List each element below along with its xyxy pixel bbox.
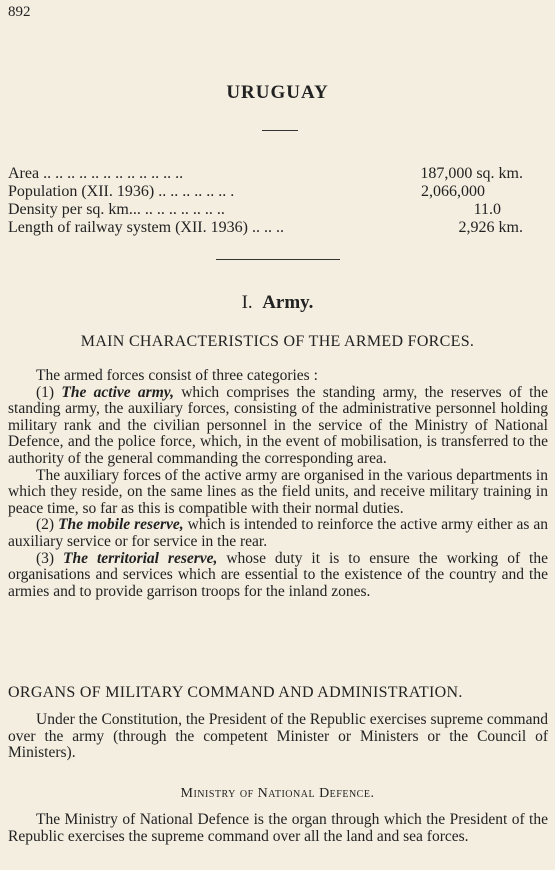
item-number: (3) (36, 549, 64, 567)
stat-row-density (8, 201, 523, 219)
subheading-organs: ORGANS OF MILITARY COMMAND AND ADMINISTRATION. (8, 684, 463, 701)
page-number: 892 (8, 4, 31, 20)
section-number: I. (241, 292, 253, 313)
stat-row-area (8, 165, 523, 183)
section-rule (216, 259, 340, 260)
item-term: The mobile reserve, (58, 516, 184, 534)
stat-label: Population (XII. 1936) .. .. .. .. .. .. . (8, 183, 235, 200)
stat-value: 2,926 km. (458, 219, 523, 236)
stat-label: Area .. .. .. .. .. .. .. .. .. .. .. .. (8, 165, 184, 182)
paragraph-intro: The armed forces consist of three categories : (36, 367, 318, 384)
stat-label: Density per sq. km... .. .. .. .. .. .. .. (8, 201, 225, 218)
paragraph-territorial-reserve (8, 551, 548, 601)
country-title: URUGUAY (226, 82, 329, 103)
organs-text (8, 712, 548, 762)
item-number: (1) (36, 383, 62, 401)
stat-row-population (8, 183, 523, 201)
item-text: which comprises the standing army, the reserves of the standing army, the auxiliary forces, consisting of the administrative personnel holding military rank and the civilian personnel in the service of the Ministry of National Defence, and the police force, which, in the event of mobilisation, is transferred to the authority of the general commanding the corresponding area. (8, 383, 549, 467)
title-rule (262, 130, 298, 131)
item-text: which is intended to reinforce the active army either as an auxiliary service or for service in the rear. (8, 516, 548, 550)
paragraph-mobile-reserve (8, 517, 548, 550)
subheading-characteristics: MAIN CHARACTERISTICS OF THE ARMED FORCES. (80, 333, 475, 350)
stat-row-railway (8, 219, 523, 237)
paragraph-active-army (8, 385, 548, 468)
section-heading (0, 292, 555, 314)
item-text: whose duty it is to ensure the working of the organisations and services which are essential to the existence of the country and the armies and to provide garrison troops for the inland zones. (8, 549, 548, 600)
subheading-ministry: Ministry of National Defence. (180, 786, 375, 801)
stat-value: 187,000 sq. km. (420, 165, 523, 182)
stats-table (8, 165, 523, 237)
item-term: The active army, (61, 383, 174, 401)
paragraph-ministry: The Ministry of National Defence is the organ through which the President of the Republic exercises the supreme command over all the land and sea forces. (8, 811, 548, 845)
characteristics-text (8, 368, 548, 600)
section-title: Army. (262, 292, 314, 313)
stat-label: Length of railway system (XII. 1936) .. .. .. (8, 219, 284, 236)
item-number: (2) (36, 516, 59, 534)
paragraph-auxiliary: The auxiliary forces of the active army are organised in the various departments in which they reside, on the same lines as the field units, and receive military training in peace time, so far as this is compatible with their normal duties. (8, 466, 548, 517)
paragraph-constitution: Under the Constitution, the President of the Republic exercises supreme command over the army (through the competent Minister or Ministers or the Council of Ministers). (8, 711, 548, 762)
stat-value: 2,066,000 (421, 183, 485, 200)
stat-value: 11.0 (473, 201, 501, 218)
item-term: The territorial reserve, (63, 549, 218, 567)
ministry-text (8, 812, 548, 845)
